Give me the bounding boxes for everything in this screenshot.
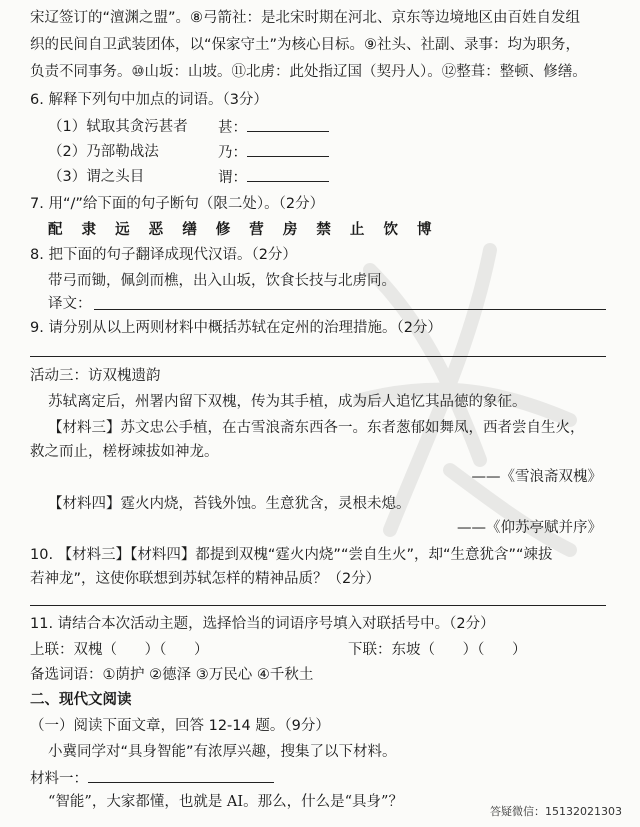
q7-sentence: 配 隶 远 恶 缮 修 营 房 禁 止 饮 博: [48, 221, 439, 238]
q11-options: 备选词语：①荫护 ②德泽 ③万民心 ④千秋土: [30, 667, 314, 683]
activity-intro: 苏轼离定后，州署内留下双槐，传为其手植，成为后人追忆其品德的象征。: [48, 394, 527, 410]
q9-answer-line[interactable]: [30, 356, 606, 357]
section-intro: 小冀同学对“具身智能”有浓厚兴趣，搜集了以下材料。: [48, 744, 397, 760]
couplet-upper-label: 上联：双槐（: [30, 642, 117, 658]
couplet-lower[interactable]: 下联：东坡（ ）（ ）: [348, 642, 527, 658]
q6-item-label: （2）乃部勒战法: [48, 144, 159, 160]
q6-answer[interactable]: [218, 167, 329, 188]
question-6-stem: 6. 解释下列句中加点的词语。（3分）: [30, 92, 268, 108]
material-4-source: ——《仰苏亭赋并序》: [457, 520, 602, 536]
q8-answer-label: 译文：: [48, 296, 92, 312]
note-line: 负责不同事务。⑩山坂：山坡。⑪北虏：此处指辽国（契丹人）。⑫整葺：整顿、修缮。: [30, 64, 587, 80]
couplet-upper[interactable]: 上联：双槐（ ）（ ）: [30, 642, 209, 658]
material-4: 【材料四】霆火内烧，苔钱外蚀。生意犹含，灵根未熄。: [48, 496, 411, 512]
material-1-text: “智能”，大家都懂，也就是 AI。那么，什么是“具身”？: [48, 794, 403, 810]
footer-contact: 答疑微信：15132021303: [490, 805, 622, 818]
q8-sentence: 带弓而锄，佩剑而樵，出入山坂，饮食长技与北虏同。: [48, 273, 396, 289]
q6-item-label: （1）轼取其贪污甚者: [48, 119, 188, 135]
material-3: 【材料三】苏文忠公手植，在古雪浪斋东西各一。东者葱郁如舞凤，西者尝自生火，: [48, 420, 585, 436]
material-1: [30, 768, 274, 789]
q6-word: 谓：: [218, 170, 247, 186]
q6-answer[interactable]: [218, 117, 329, 138]
q6-answer[interactable]: [218, 142, 329, 163]
q8-answer-line[interactable]: [94, 309, 606, 310]
question-10-stem: 10. 【材料三】【材料四】都提到双槐“霆火内烧”“尝自生火”，却“生意犹含”“竦拔: [30, 547, 553, 563]
section-subtitle: （一）阅读下面文章，回答 12-14 题。（9分）: [30, 718, 330, 734]
question-11-stem: 11. 请结合本次活动主题，选择恰当的词语序号填入对联括号中。（2分）: [30, 616, 495, 632]
question-9-stem: 9. 请分别从以上两则材料中概括苏轼在定州的治理措施。（2分）: [30, 320, 442, 336]
q6-word: 甚：: [218, 120, 247, 136]
q6-word: 乃：: [218, 145, 247, 161]
question-10-stem: 若神龙”，这使你联想到苏轼怎样的精神品质？（2分）: [30, 571, 381, 587]
material-1-label: 材料一：: [30, 771, 88, 787]
couplet-lower-label: 下联：东坡（: [348, 642, 435, 658]
activity-title: 活动三：访双槐遗韵: [30, 368, 161, 384]
section-title: 二、现代文阅读: [30, 692, 132, 708]
material-3-source: ——《雪浪斋双槐》: [471, 469, 602, 485]
question-8-stem: 8. 把下面的句子翻译成现代汉语。（2分）: [30, 247, 297, 263]
q10-answer-line[interactable]: [30, 605, 606, 606]
note-line: 织的民间自卫武装团体，以“保家守土”为核心目标。⑨社头、社副、录事：均为职务，: [30, 37, 581, 53]
q6-item-label: （3）谓之头目: [48, 169, 145, 185]
question-7-stem: 7. 用“/”给下面的句子断句（限二处）。（2分）: [30, 196, 325, 212]
note-line: 宋辽签订的“澶渊之盟”。⑧弓箭社：是北宋时期在河北、京东等边境地区由百姓自发组: [30, 10, 581, 26]
material-3: 救之而止，槎枒竦拔如神龙。: [30, 444, 219, 460]
